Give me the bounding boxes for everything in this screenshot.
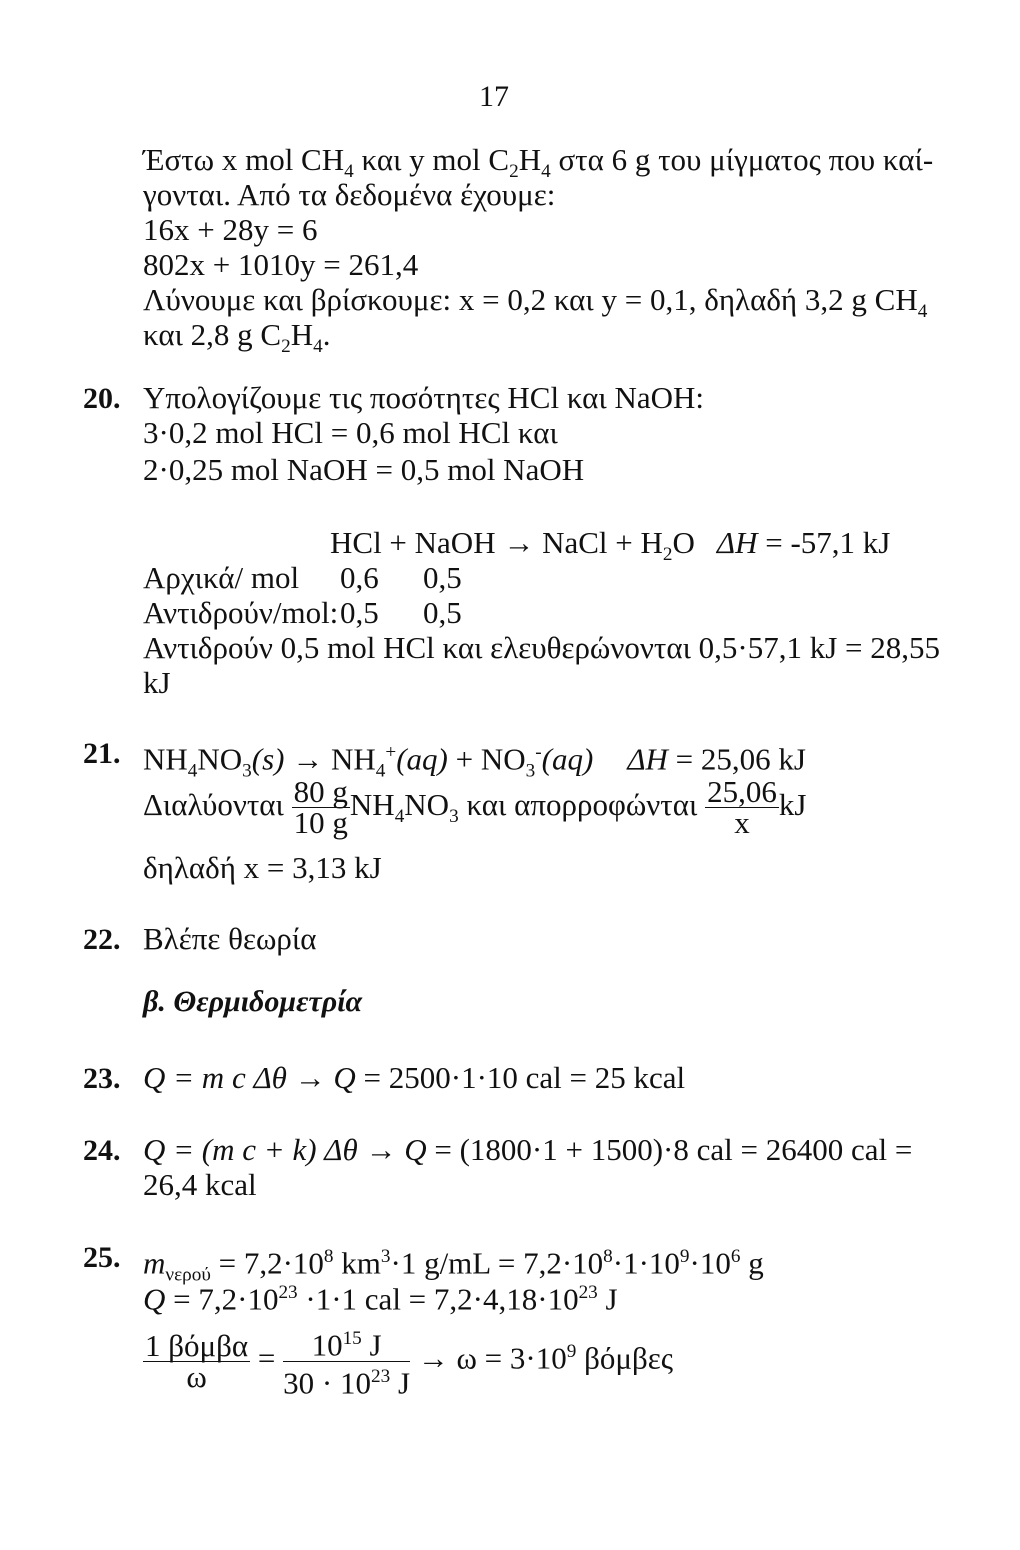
text: = -57,1 kJ xyxy=(757,525,891,560)
text: Λύνουμε και βρίσκουμε: x = 0,2 και y = 0,1, δηλαδή 3,2 g CH xyxy=(143,282,918,317)
text: . xyxy=(322,317,331,352)
subscript: 4 xyxy=(394,806,405,828)
superscript: 9 xyxy=(566,1341,577,1362)
text: 10 xyxy=(311,1327,343,1363)
text: + NO xyxy=(447,741,526,777)
subscript: 2 xyxy=(662,544,673,566)
text: και y mol C xyxy=(353,142,510,177)
text: J xyxy=(597,1281,618,1317)
text: NO xyxy=(197,741,243,777)
section-heading: β. Θερμιδομετρία xyxy=(143,985,363,1018)
fraction-numerator: 1 βόμβα xyxy=(145,1327,249,1363)
subscript: 4 xyxy=(917,301,928,323)
text: NH xyxy=(323,741,376,777)
text: 30 · 10 xyxy=(283,1365,371,1401)
q20-row-initial-hcl: 0,6 xyxy=(340,560,379,595)
arrow-icon: → xyxy=(503,525,535,560)
q20-line-4: Αντιδρούν 0,5 mol HCl και ελευθερώνονται 0,5·57,1 kJ = 28,55 xyxy=(143,630,941,665)
subscript: 4 xyxy=(313,336,323,358)
subscript: 4 xyxy=(187,760,198,782)
arrow-icon: → xyxy=(417,1340,449,1376)
text: = 7,2·10 xyxy=(210,1245,324,1281)
fraction-numerator: 25,06 xyxy=(707,774,777,810)
q20-row-initial-label: Αρχικά/ mol xyxy=(143,560,300,595)
q20-line-3: 2·0,25 mol NaOH = 0,5 mol NaOH xyxy=(143,452,585,487)
question-number-22: 22. xyxy=(83,923,121,956)
superscript: 8 xyxy=(603,1246,613,1267)
text: Q = m c Δθ xyxy=(143,1060,287,1095)
q24-line-2: 26,4 kcal xyxy=(143,1167,257,1202)
superscript: 3 xyxy=(380,1246,391,1267)
text: ·10 xyxy=(689,1245,731,1281)
superscript: 15 xyxy=(342,1328,362,1350)
text: Q xyxy=(333,1060,356,1095)
text: Διαλύονται xyxy=(143,787,284,822)
text: O xyxy=(672,525,695,560)
text: km xyxy=(333,1245,381,1281)
q20-line-2: 3·0,2 mol HCl = 0,6 mol HCl και xyxy=(143,415,558,450)
text: Q = (m c + k) Δθ xyxy=(143,1132,358,1167)
q20-reaction-equation xyxy=(330,525,890,573)
subscript: 4 xyxy=(344,161,354,183)
q20-row-react-label: Αντιδρούν/mol: xyxy=(143,595,339,630)
text: g xyxy=(740,1245,764,1281)
text: NH xyxy=(349,787,395,822)
q25-line-2 xyxy=(143,1275,618,1317)
subscript: 3 xyxy=(449,806,459,828)
page-number: 17 xyxy=(479,80,509,113)
text: kJ xyxy=(778,787,807,822)
text: Q xyxy=(143,1281,166,1317)
text: NO xyxy=(404,787,450,822)
state-label: (aq) xyxy=(541,741,594,777)
fraction-numerator xyxy=(283,1324,410,1361)
q20-row-react-naoh: 0,5 xyxy=(423,595,462,630)
text: H xyxy=(518,142,542,177)
intro-line-6 xyxy=(143,317,330,365)
text: NH xyxy=(143,741,188,777)
question-number-20: 20. xyxy=(83,382,121,415)
state-label: (s) xyxy=(251,741,285,777)
superscript: + xyxy=(385,742,397,763)
arrow-icon: → xyxy=(294,1060,326,1095)
question-number-23: 23. xyxy=(83,1062,121,1095)
intro-line-4: 802x + 1010y = 261,4 xyxy=(143,247,419,282)
text: = xyxy=(257,1340,276,1376)
text: Έστω x mol CH xyxy=(143,142,345,177)
fraction-denominator: x xyxy=(734,805,750,841)
superscript: 6 xyxy=(730,1246,741,1267)
text: στα 6 g του μίγματος που καί- xyxy=(550,142,934,177)
text: H xyxy=(290,317,314,352)
subscript: 2 xyxy=(281,336,291,358)
superscript: 23 xyxy=(578,1282,598,1303)
text: = 2500·1·10 cal = 25 kcal xyxy=(355,1060,686,1095)
q23-formula xyxy=(143,1060,685,1096)
arrow-icon: → xyxy=(292,741,324,777)
subscript: νερού xyxy=(165,1264,211,1286)
text: = (1800·1 + 1500)·8 cal = 26400 cal = xyxy=(426,1132,913,1167)
fraction-denominator xyxy=(283,1362,411,1401)
fraction-denominator: 10 g xyxy=(293,805,348,841)
superscript: 9 xyxy=(679,1246,690,1267)
fraction-numerator: 80 g xyxy=(293,774,348,810)
superscript: 23 xyxy=(278,1282,298,1303)
intro-line-3: 16x + 28y = 6 xyxy=(143,212,318,247)
enthalpy-symbol: ΔH xyxy=(716,525,758,560)
text: NaCl + H xyxy=(534,525,663,560)
fraction-bomb xyxy=(143,1327,250,1394)
text: ·1·1 cal = 7,2·4,18·10 xyxy=(297,1281,579,1317)
intro-line-2: γονται. Από τα δεδομένα έχουμε: xyxy=(143,177,556,212)
text: = 7,2·10 xyxy=(165,1281,279,1317)
question-number-21: 21. xyxy=(83,737,121,770)
subscript: 4 xyxy=(541,161,551,183)
question-number-24: 24. xyxy=(83,1134,121,1167)
text: m xyxy=(143,1245,166,1281)
state-label: (aq) xyxy=(396,741,448,777)
fraction-energy-ratio xyxy=(283,1324,411,1401)
q20-line-5: kJ xyxy=(143,665,171,700)
subscript: 4 xyxy=(375,760,386,782)
superscript: 23 xyxy=(370,1365,391,1387)
superscript: - xyxy=(535,742,542,763)
text: ·1 g/mL = 7,2·10 xyxy=(390,1245,604,1281)
q21-result: δηλαδή x = 3,13 kJ xyxy=(143,850,382,885)
fraction-denominator: ω xyxy=(186,1358,207,1394)
q20-row-initial-naoh: 0,5 xyxy=(423,560,462,595)
text: και απορροφώνται xyxy=(458,787,698,822)
question-number-25: 25. xyxy=(83,1241,121,1274)
fraction-energy xyxy=(705,774,779,841)
superscript: 8 xyxy=(323,1246,334,1267)
arrow-icon: → xyxy=(365,1132,397,1167)
q21-dissolve-line xyxy=(143,775,806,847)
text: και 2,8 g C xyxy=(143,317,282,352)
text: ·1·10 xyxy=(612,1245,680,1281)
q22-text: Βλέπε θεωρία xyxy=(143,921,317,956)
text: ω = 3·10 xyxy=(448,1340,567,1376)
text: HCl + NaOH xyxy=(330,525,504,560)
text: J xyxy=(390,1365,411,1401)
subscript: 2 xyxy=(509,161,519,183)
q20-row-react-hcl: 0,5 xyxy=(340,595,379,630)
text: = 25,06 kJ xyxy=(667,741,806,777)
fraction-mass xyxy=(292,774,350,841)
subscript: 3 xyxy=(242,760,252,782)
text: Q xyxy=(404,1132,427,1167)
q25-ratio-line xyxy=(143,1320,674,1401)
q20-line-1: Υπολογίζουμε τις ποσότητες HCl και NaOH: xyxy=(143,380,705,415)
q24-formula xyxy=(143,1132,912,1168)
text: βόμβες xyxy=(576,1340,674,1376)
subscript: 3 xyxy=(525,760,536,782)
enthalpy-symbol: ΔH xyxy=(627,741,668,777)
text: J xyxy=(361,1327,382,1363)
